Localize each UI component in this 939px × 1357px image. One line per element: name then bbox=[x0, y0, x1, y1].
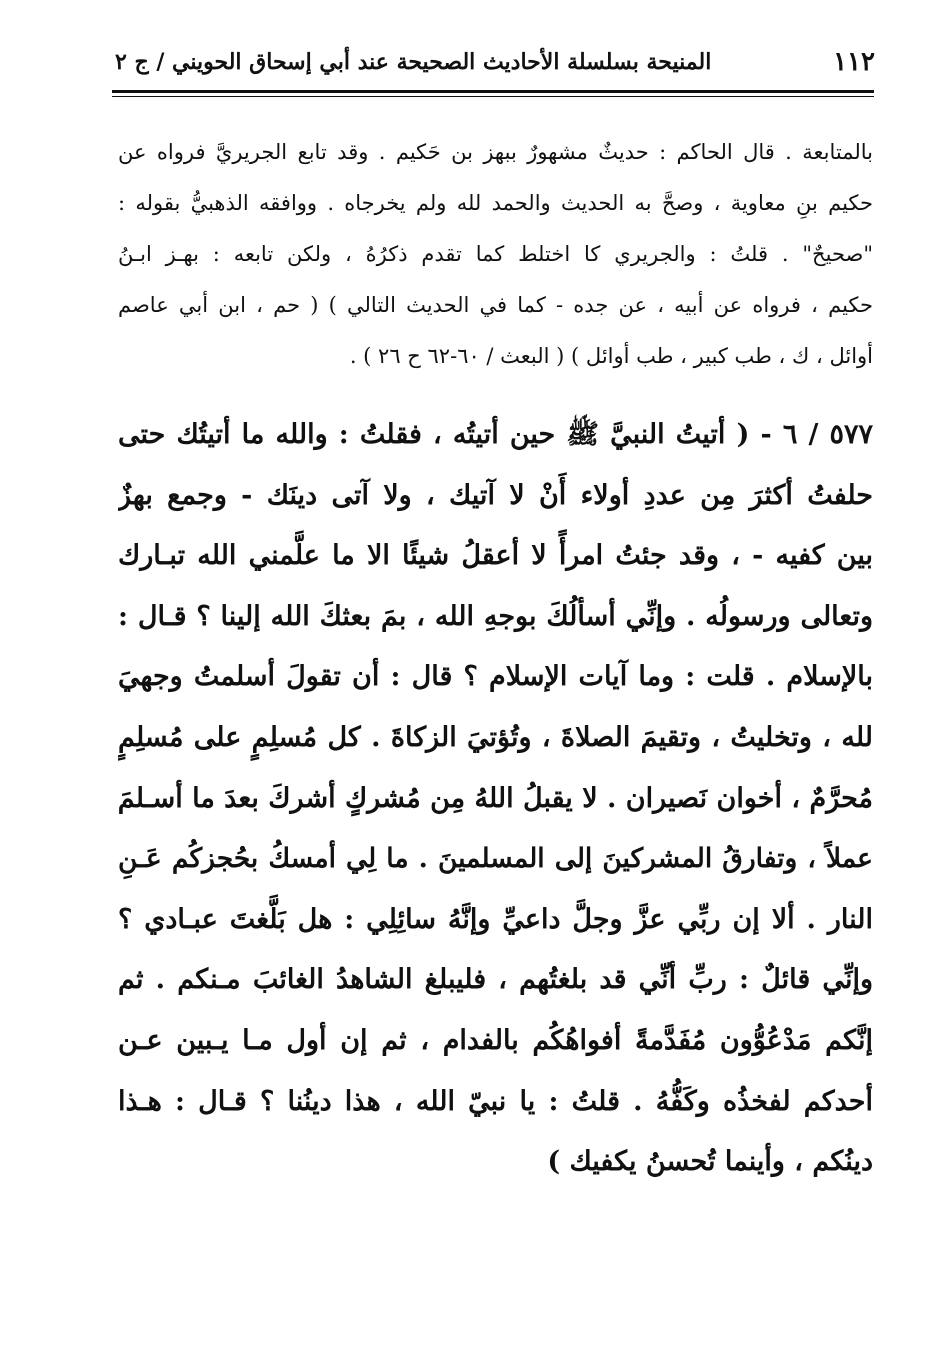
hadith-line: بين كفيه - ، وقد جئتُ امرأً لا أعقلُ شيئًا الا ما علَّمني الله تبـارك bbox=[118, 540, 873, 572]
footnote-line: "صحيحٌ" . قلتُ : والجريري كا اختلط كما تقدم ذكرُهُ ، ولكن تابعه : بهـز ابـنُ bbox=[118, 242, 873, 266]
hadith-line: وإنِّي قائلٌ : ربِّ أنِّي قد بلغتُهم ، فليبلغ الشاهدُ الغائبَ مـنكم . ثم bbox=[118, 964, 873, 996]
hadith-text-block bbox=[118, 405, 873, 1193]
hadith-line: أحدكم لفخذُه وكَفُّهُ . قلتُ : يا نبيّ الله ، هذا دينُنا ؟ قـال : هـذا bbox=[118, 1085, 873, 1117]
hadith-line: النار . ألا إن ربِّي عزَّ وجلَّ داعيِّ وإنَّهُ سائِلِي : هل بَلَّغتَ عبـادي ؟ bbox=[118, 903, 873, 935]
footnote-line: أوائل ، ك ، طب كبير ، طب أوائل ) ( البعث / ٦٠-٦٢ ح ٢٦ ) . bbox=[349, 344, 873, 368]
page-number: ١١٢ bbox=[833, 47, 875, 77]
page-header bbox=[115, 42, 875, 82]
header-rule-thick bbox=[112, 90, 874, 93]
hadith-line: لله ، وتخليتُ ، وتقيمَ الصلاةَ ، وتُؤتيَ الزكاةَ . كل مُسلِمٍ على مُسلِمٍ bbox=[118, 721, 873, 753]
footnote-line: بالمتابعة . قال الحاكم : حديثٌ مشهورٌ ببهز بن حَكيم . وقد تابع الجريريَّ فرواه عن bbox=[118, 140, 873, 164]
hadith-line: وتعالى ورسولُه . وإنِّي أسألُكَ بوجهِ الله ، بمَ بعثكَ الله إلينا ؟ قـال : bbox=[118, 600, 873, 632]
hadith-line: مُحرَّمٌ ، أخوان نَصيران . لا يقبلُ اللهُ مِن مُشركٍ أشركَ بعدَ ما أسـلمَ bbox=[118, 782, 873, 814]
hadith-line: دينُكم ، وأينما تُحسنُ يكفيك ) bbox=[547, 1146, 873, 1178]
hadith-line: ٥٧٧ / ٦ - ( أتيتُ النبيَّ ﷺ حين أتيتُه ، فقلتُ : والله ما أتيتُك حتى bbox=[118, 419, 873, 450]
hadith-line: عملاً ، وتفارقُ المشركينَ إلى المسلمينَ . ما لِي أمسكُ بحُجزكُم عَـنِ bbox=[118, 843, 873, 875]
hadith-line: إنَّكم مَدْعُوُّون مُفَدَّمةً أفواهُكُم بالفدام ، ثم إن أول مـا يـبين عـن bbox=[118, 1024, 873, 1056]
footnote-block bbox=[118, 127, 873, 382]
hadith-line: بالإسلام . قلت : وما آيات الإسلام ؟ قال : أن تقولَ أسلمتُ وجهيَ bbox=[118, 661, 873, 693]
running-title: المنيحة بسلسلة الأحاديث الصحيحة عند أبي إسحاق الحويني / ج ٢ bbox=[115, 49, 712, 75]
header-rule-thin bbox=[112, 96, 874, 97]
hadith-line: حلفتُ أكثرَ مِن عددِ أولاء أَنْ لا آتيك ، ولا آتى دينَك - وجمع بهزٌ bbox=[118, 479, 873, 511]
footnote-line: حكيم ، فرواه عن أبيه ، عن جده - كما في الحديث التالي ) ( حم ، ابن أبي عاصم bbox=[118, 293, 873, 317]
footnote-line: حكيم بنِ معاوية ، وصحَّ به الحديث والحمد لله ولم يخرجاه . ووافقه الذهبيُّ بقوله : bbox=[118, 191, 873, 215]
